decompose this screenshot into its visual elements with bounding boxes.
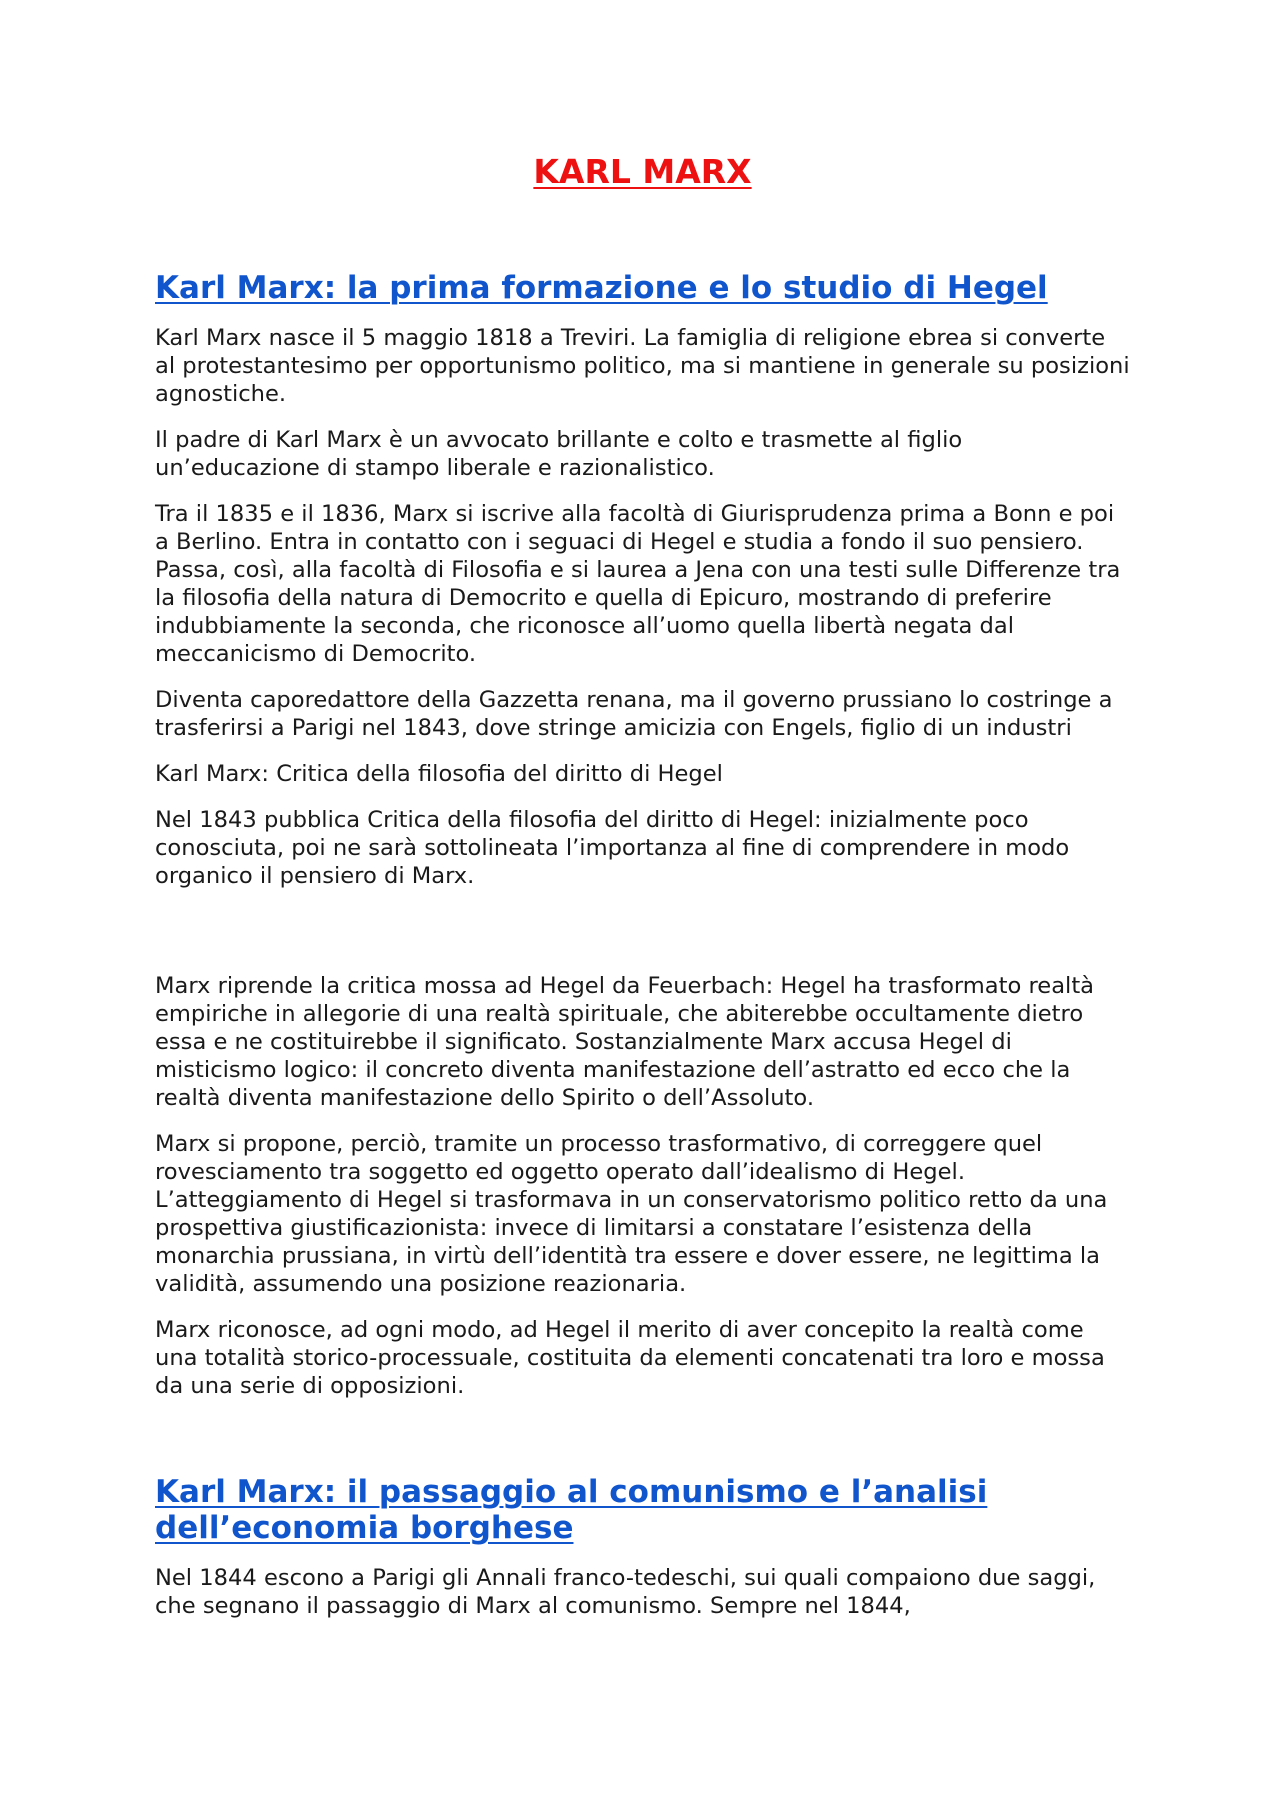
section-first-formation bbox=[155, 270, 1130, 1400]
paragraph: Il padre di Karl Marx è un avvocato brillante e colto e trasmette al figlio un’educazione di stampo liberale e razionalistico. bbox=[155, 426, 963, 481]
blank-space bbox=[155, 908, 1130, 972]
paragraph: Tra il 1835 e il 1836, Marx si iscrive alla facoltà di Giurisprudenza prima a Bonn e poi a Berlino. Entra in contatto con i seguaci di Hegel e studia a fondo il suo pensiero. Passa, così, alla facoltà di Filosofia e si laurea a Jena con una testi sulle Differenze tra la filosofia della natura di Democrito e quella di Epicuro, mostrando di preferire indubbiamente la seconda, che riconosce all’uomo quella libertà negata dal meccanicismo di Democrito. bbox=[155, 500, 1121, 667]
document-title: KARL MARX bbox=[533, 152, 752, 191]
paragraph: Diventa caporedattore della Gazzetta renana, ma il governo prussiano lo costringe a trasferirsi a Parigi nel 1843, dove stringe amicizia con Engels, figlio di un industri bbox=[155, 686, 1113, 741]
section-heading: Karl Marx: il passaggio al comunismo e l’analisi dell’economia borghese bbox=[155, 1473, 988, 1546]
paragraph: Nel 1843 pubblica Critica della filosofia del diritto di Hegel: inizialmente poco conosciuta, poi ne sarà sottolineata l’importanza al fine di comprendere in modo organico il pensiero di Marx. bbox=[155, 806, 1070, 889]
paragraph: Marx riconosce, ad ogni modo, ad Hegel il merito di aver concepito la realtà come una totalità storico-processuale, costituita da elementi concatenati tra loro e mossa da una serie di opposizioni. bbox=[155, 1316, 1105, 1399]
paragraph: Marx si propone, perciò, tramite un processo trasformativo, di correggere quel rovesciamento tra soggetto ed oggetto operato dall’idealismo di Hegel. L’atteggiamento di Hegel si trasformava in un conservatorismo politico retto da una prospettiva giustificazionista: invece di limitarsi a constatare l’esistenza della monarchia prussiana, in virtù dell’identità tra essere e dover essere, ne legittima la validità, assumendo una posizione reazionaria. bbox=[155, 1130, 1108, 1297]
section-heading: Karl Marx: la prima formazione e lo studio di Hegel bbox=[155, 269, 1048, 306]
paragraph: Nel 1844 escono a Parigi gli Annali franco-tedeschi, sui quali compaiono due saggi, che segnano il passaggio di Marx al comunismo. Sempre nel 1844, bbox=[155, 1564, 1096, 1619]
section-communism bbox=[155, 1474, 1130, 1620]
blank-space bbox=[155, 1418, 1130, 1474]
subheading-paragraph: Karl Marx: Critica della filosofia del diritto di Hegel bbox=[155, 760, 723, 787]
paragraph: Marx riprende la critica mossa ad Hegel da Feuerbach: Hegel ha trasformato realtà empiriche in allegorie di una realtà spirituale, che abiterebbe occultamente dietro essa e ne costituirebbe il significato. Sostanzialmente Marx accusa Hegel di misticismo logico: il concreto diventa manifestazione dell’astratto ed ecco che la realtà diventa manifestazione dello Spirito o dell’Assoluto. bbox=[155, 972, 1095, 1111]
paragraph: Karl Marx nasce il 5 maggio 1818 a Treviri. La famiglia di religione ebrea si converte al protestantesimo per opportunismo politico, ma si mantiene in generale su posizioni agnostiche. bbox=[155, 324, 1130, 407]
